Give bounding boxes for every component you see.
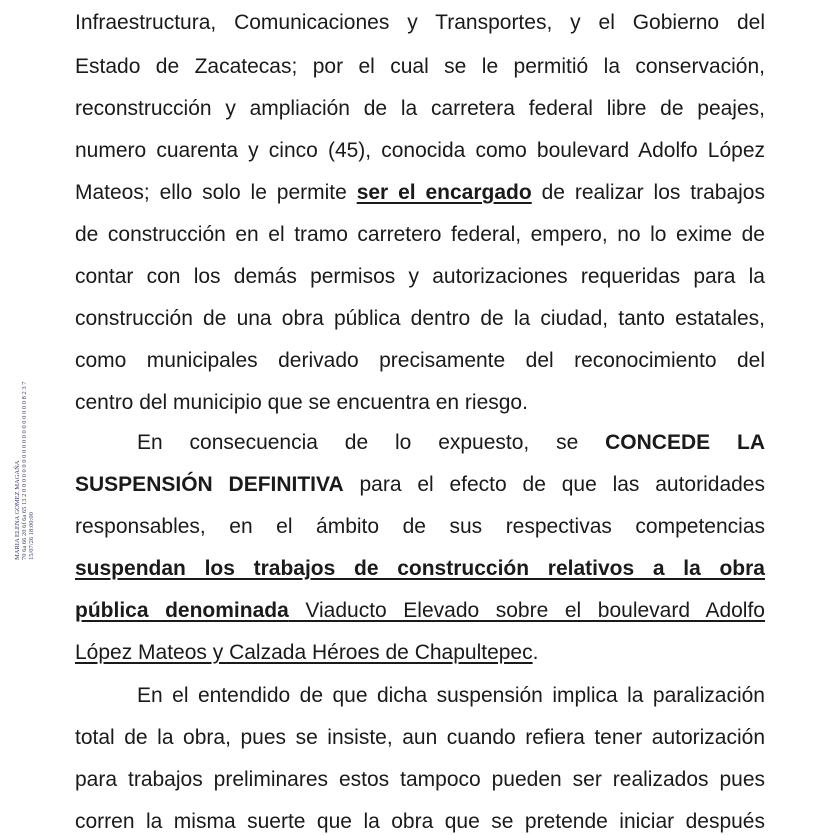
text-segment: En consecuencia de lo expuesto, se — [137, 431, 606, 454]
text-segment: En el entendido de que dicha suspensión implica la paralización — [137, 684, 765, 707]
text-segment: para trabajos preliminares estos tampoco pueden ser realizados pues — [75, 768, 765, 791]
text-segment: Infraestructura, Comunicaciones y Transportes, y el Gobierno del — [75, 11, 765, 34]
text-segment: para el efecto de que las autoridades — [343, 473, 765, 496]
signer-name: MARIA ELENA GOMEZ MAGAÑA — [14, 460, 21, 560]
text-line — [75, 306, 765, 332]
text-segment: de construcción en el tramo carretero federal, empero, no lo exime de — [75, 223, 765, 246]
text-line — [75, 348, 765, 374]
text-line — [75, 472, 765, 498]
emphasized-text: CONCEDE LA — [605, 431, 765, 454]
emphasized-text: SUSPENSIÓN DEFINITIVA — [75, 473, 344, 496]
text-segment: corren la misma suerte que la obra que se pretende iniciar después — [75, 810, 765, 833]
text-segment: total de la obra, pues se insiste, aun cuando refiera tener autorización — [75, 726, 765, 749]
text-segment: reconstrucción y ampliación de la carretera federal libre de peajes, — [75, 97, 765, 120]
text-segment: construcción de una obra pública dentro de la ciudad, tanto estatales, — [75, 307, 765, 330]
text-line — [75, 10, 765, 36]
text-segment: . — [532, 641, 539, 664]
text-line — [137, 683, 765, 709]
text-segment: responsables, en el ámbito de sus respectivas competencias — [75, 515, 765, 538]
emphasized-text: ser el encargado — [356, 181, 532, 204]
text-line — [75, 390, 765, 416]
text-line — [75, 598, 765, 624]
text-line — [137, 430, 765, 456]
emphasized-text: pública denominada — [75, 599, 289, 622]
text-line — [75, 264, 765, 290]
text-segment: contar con los demás permisos y autorizaciones requeridas para la — [75, 265, 765, 288]
text-line — [75, 138, 765, 164]
text-line — [75, 54, 765, 80]
text-segment: como municipales derivado precisamente del reconocimiento del — [75, 349, 765, 372]
text-segment: Mateos; ello solo le permite — [75, 181, 357, 204]
text-segment: centro del municipio que se encuentra en riesgo. — [75, 391, 528, 414]
text-line — [75, 725, 765, 751]
text-segment: numero cuarenta y cinco (45), conocida como boulevard Adolfo López — [75, 139, 765, 162]
text-line — [75, 809, 765, 835]
text-segment: Estado de Zacatecas; por el cual se le permitió la conservación, — [75, 55, 765, 78]
text-segment: Viaducto Elevado sobre el boulevard Adolfo — [288, 599, 765, 622]
text-line — [75, 514, 765, 540]
text-line — [75, 556, 765, 582]
signature-timestamp: 15/07/26 18:00:00 — [28, 512, 35, 560]
electronic-signature-stamp — [14, 370, 35, 560]
text-line — [75, 96, 765, 122]
signature-hash: 70 6a 66 20 6f 6a 65 13 2 0 0 0 0 0 0 0 0 0 0 0 0 0 0 0 0 0 0 0 8 2 3 7 — [21, 381, 28, 560]
text-segment: López Mateos y Calzada Héroes de Chapultepec — [75, 641, 533, 664]
text-line — [75, 222, 765, 248]
text-line — [75, 640, 765, 666]
emphasized-text: suspendan los trabajos de construcción relativos a la obra — [75, 557, 765, 580]
text-line — [75, 180, 765, 206]
text-segment: de realizar los trabajos — [531, 181, 765, 204]
text-line — [75, 767, 765, 793]
